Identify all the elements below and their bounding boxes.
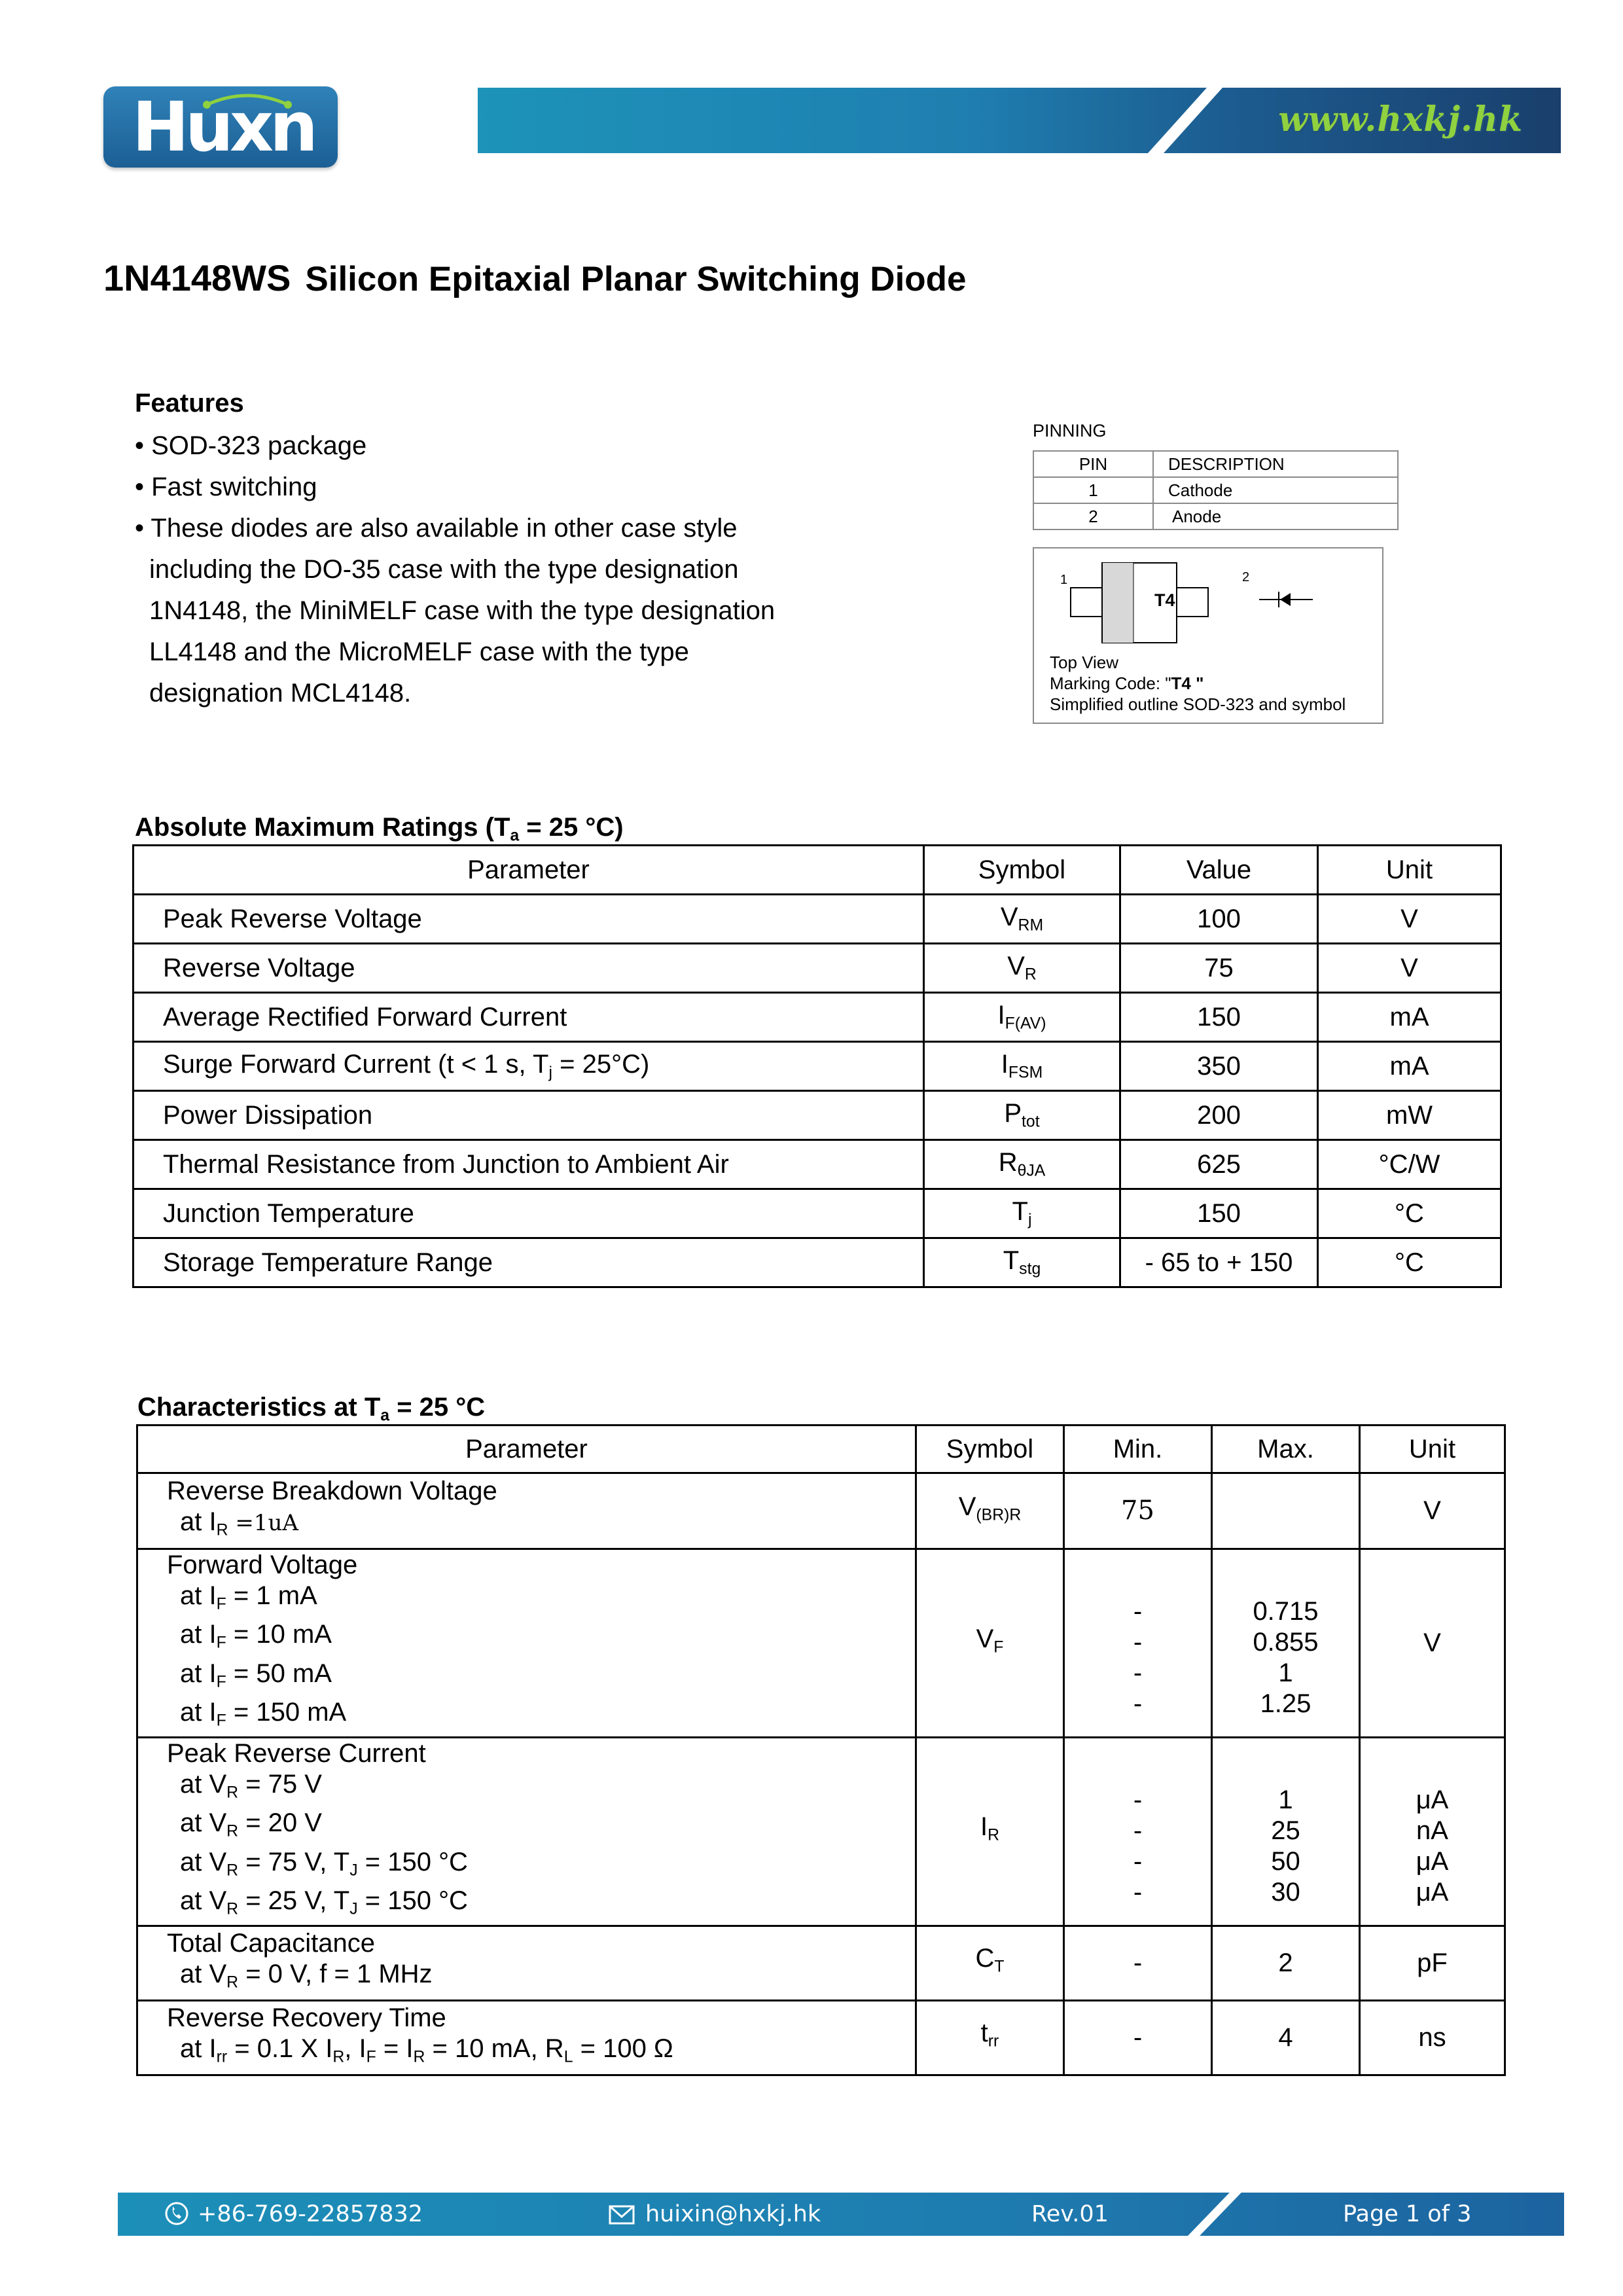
website-link[interactable]: www.hxkj.hk bbox=[1278, 99, 1523, 139]
table-header-row bbox=[137, 1426, 1505, 1473]
mail-icon bbox=[609, 2205, 635, 2225]
top-view-label: Top View bbox=[1050, 653, 1119, 672]
absolute-max-table bbox=[132, 844, 1502, 1288]
features-heading: Features bbox=[135, 389, 244, 418]
feature-item: • These diodes are also available in other case style including the DO-35 case with the type designation 1N4148, the MiniMELF case with the type designation LL4148 and the MicroMELF case with the type designation MCL4148. bbox=[135, 514, 776, 708]
pin-header: PIN bbox=[1033, 451, 1153, 477]
feature-item: • SOD-323 package bbox=[135, 431, 367, 460]
pin-description: Cathode bbox=[1153, 477, 1398, 503]
table-row: Reverse Voltage $V_R$ 75 V bbox=[134, 944, 1501, 993]
pin-description: Anode bbox=[1153, 503, 1398, 529]
footer-email[interactable]: huixin@hxkj.hk bbox=[609, 2193, 821, 2236]
table-row: Peak Reverse Current at $V_R = 75$ V at $V_R = 20$ V at $V_R = 75$ V, $T_J = 150$ °C at $V_R = 25$ V, $T_J = 150$ °C $I_R$ - - - - 1 25 50 30 μA nA μA μA bbox=[137, 1737, 1505, 1926]
pin1-label: 1 bbox=[1060, 573, 1068, 587]
company-logo bbox=[103, 86, 338, 168]
table-row: Power Dissipation $P_{tot}$ 200 mW bbox=[134, 1091, 1501, 1140]
table-header-row bbox=[134, 846, 1501, 895]
table-row: Forward Voltage at $I_F = 1$ mA at $I_F = 10$ mA at $I_F = 50$ mA at $I_F = 150$ mA $V_F$ - - - - 0.715 0.855 1 1.25 V bbox=[137, 1549, 1505, 1738]
col-header-unit: Unit bbox=[1360, 1426, 1505, 1473]
pinning-header-row bbox=[1033, 451, 1398, 477]
footer-phone[interactable]: +86-769-22857832 bbox=[164, 2193, 423, 2236]
col-header-unit: Unit bbox=[1318, 846, 1501, 895]
table-row: Reverse Recovery Time at $I_{rr} = 0.1$ X $I_R$, $I_F = I_R = 10$ mA, $R_L = 100$ Ω $t_{rr}$ - 4 ns bbox=[137, 2000, 1505, 2075]
pinning-row bbox=[1033, 477, 1398, 503]
col-header-min: Min. bbox=[1064, 1426, 1212, 1473]
outline-caption: Simplified outline SOD-323 and symbol bbox=[1050, 694, 1346, 714]
table-row: Total Capacitance at $V_R = 0$ V, f = 1 MHz $C_T$ - 2 pF bbox=[137, 1926, 1505, 2000]
diode-symbol-icon bbox=[1259, 592, 1313, 607]
footer-revision: Rev.01 bbox=[1031, 2201, 1109, 2227]
table-row: Surge Forward Current (t < 1 s, $T_j = 25^\circ C$) $I_{FSM}$ 350 mA bbox=[134, 1042, 1501, 1091]
col-header-symbol: Symbol bbox=[924, 846, 1120, 895]
phone-icon bbox=[164, 2200, 190, 2227]
part-number: 1N4148WS bbox=[103, 257, 291, 298]
part-description: Silicon Epitaxial Planar Switching Diode bbox=[305, 260, 967, 298]
package-diagram bbox=[1033, 547, 1383, 724]
pin2-label: 2 bbox=[1242, 570, 1250, 584]
diagram-caption bbox=[1050, 652, 1346, 715]
logo-text: Huxn bbox=[132, 87, 315, 167]
description-header: DESCRIPTION bbox=[1153, 451, 1398, 477]
absolute-max-title: Absolute Maximum Ratings ($T_a = 25$ °C) bbox=[135, 813, 624, 845]
col-header-parameter: Parameter bbox=[137, 1426, 916, 1473]
table-row: Junction Temperature $T_j$ 150 °C bbox=[134, 1189, 1501, 1238]
col-header-symbol: Symbol bbox=[916, 1426, 1064, 1473]
marking-text: T4 bbox=[1154, 590, 1175, 610]
footer-bar bbox=[118, 2193, 1564, 2236]
characteristics-title: Characteristics at $T_a = 25$ °C bbox=[137, 1393, 486, 1425]
pinning-table bbox=[1033, 450, 1399, 530]
col-header-parameter: Parameter bbox=[134, 846, 924, 895]
table-row: Reverse Breakdown Voltage at $I_R =1uA$ $V_{(BR)R}$ 75 V bbox=[137, 1473, 1505, 1549]
pinning-row bbox=[1033, 503, 1398, 529]
features-list bbox=[135, 425, 823, 714]
col-header-max: Max. bbox=[1212, 1426, 1360, 1473]
table-row: Thermal Resistance from Junction to Ambient Air $R_{\theta JA}$ 625 °C/W bbox=[134, 1140, 1501, 1189]
pin-number: 2 bbox=[1033, 503, 1153, 529]
characteristics-table bbox=[136, 1424, 1506, 2076]
sod323-outline-icon bbox=[1034, 548, 1385, 647]
col-header-value: Value bbox=[1120, 846, 1318, 895]
table-row: Storage Temperature Range $T_{stg}$ - 65 to + 150 °C bbox=[134, 1238, 1501, 1287]
table-row: Average Rectified Forward Current $I_{F(AV)}$ 150 mA bbox=[134, 993, 1501, 1042]
footer-page-number: Page 1 of 3 bbox=[1343, 2201, 1472, 2227]
header-band bbox=[478, 88, 1561, 153]
feature-item: • Fast switching bbox=[135, 473, 317, 501]
table-row: Peak Reverse Voltage $V_{RM}$ 100 V bbox=[134, 895, 1501, 944]
marking-code: Marking Code: "T4 " bbox=[1050, 673, 1204, 693]
page-title bbox=[103, 257, 967, 299]
pinning-label: PINNING bbox=[1033, 421, 1107, 440]
pin-number: 1 bbox=[1033, 477, 1153, 503]
